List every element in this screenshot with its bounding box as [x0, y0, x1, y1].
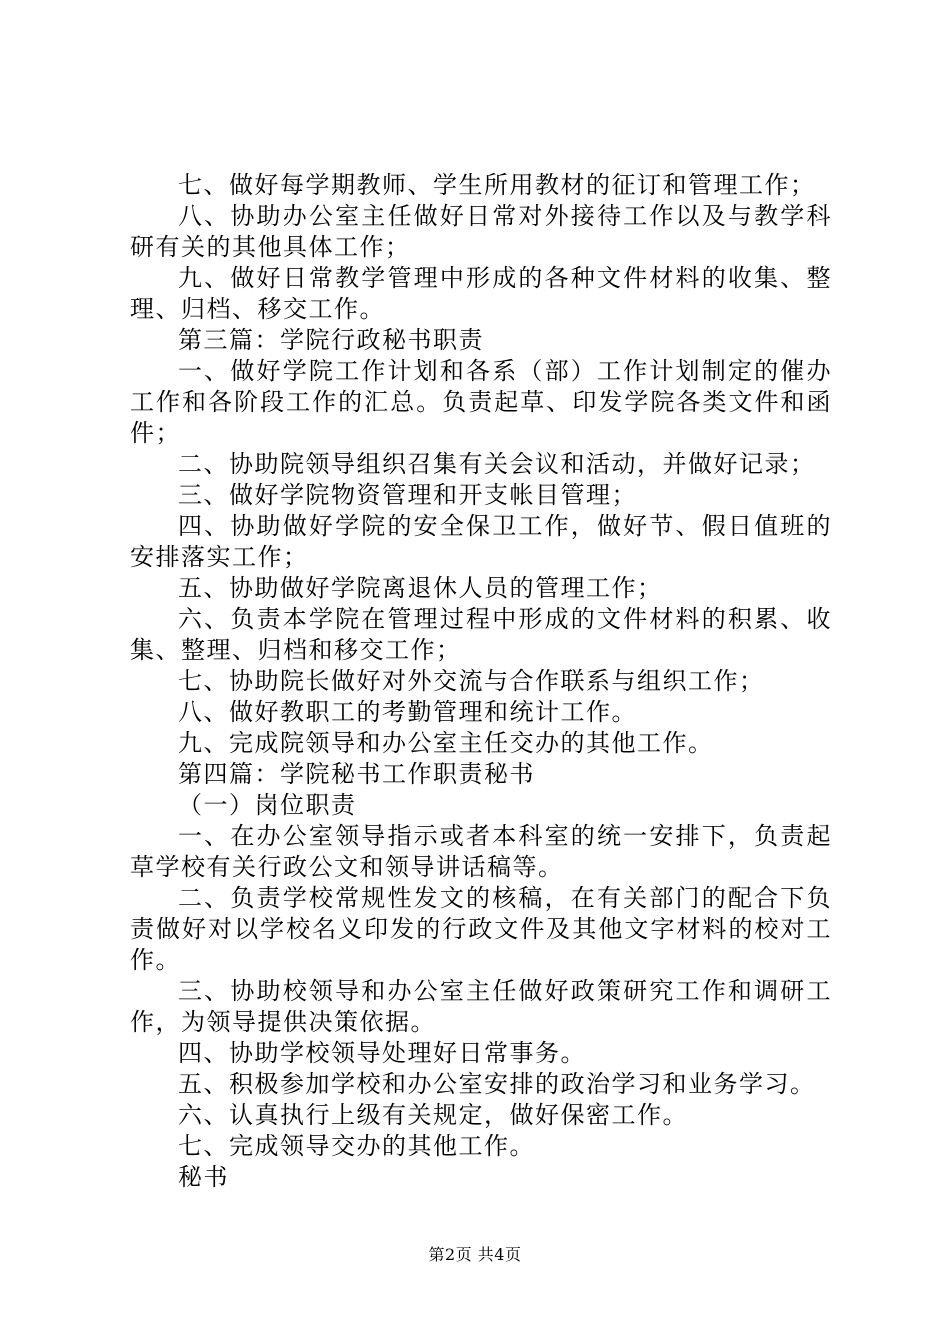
paragraph: 二、协助院领导组织召集有关会议和活动，并做好记录；: [178, 450, 816, 478]
paragraph: 八、做好教职工的考勤管理和统计工作。: [178, 698, 637, 726]
paragraph: 秘书: [178, 1163, 229, 1191]
paragraph: 八、协助办公室主任做好日常对外接待工作以及与教学科研有关的其他具体工作；: [130, 202, 832, 261]
paragraph: 五、协助做好学院离退休人员的管理工作；: [178, 574, 663, 602]
section-heading: 第四篇：学院秘书工作职责秘书: [178, 760, 535, 788]
page-number-footer: 第2页 共4页: [428, 1245, 522, 1264]
paragraph: 四、协助学校领导处理好日常事务。: [178, 1039, 586, 1067]
paragraph: 七、做好每学期教师、学生所用教材的征订和管理工作；: [178, 171, 816, 199]
paragraph: 二、负责学校常规性发文的核稿，在有关部门的配合下负责做好对以学校名义印发的行政文件及其他文字材料的校对工作。: [130, 884, 832, 974]
paragraph: 六、负责本学院在管理过程中形成的文件材料的积累、收集、整理、归档和移交工作；: [130, 605, 832, 664]
document-body: [130, 170, 832, 1193]
paragraph: 七、协助院长做好对外交流与合作联系与组织工作；: [178, 667, 765, 695]
paragraph: 一、做好学院工作计划和各系（部）工作计划制定的催办工作和各阶段工作的汇总。负责起草、印发学院各类文件和函件；: [130, 357, 832, 447]
paragraph: 六、认真执行上级有关规定，做好保密工作。: [178, 1101, 688, 1129]
paragraph: 九、完成院领导和办公室主任交办的其他工作。: [178, 729, 714, 757]
section-heading: 第三篇：学院行政秘书职责: [178, 326, 484, 354]
subsection-heading: （一）岗位职责: [178, 791, 357, 819]
paragraph: 四、协助做好学院的安全保卫工作，做好节、假日值班的安排落实工作；: [130, 512, 832, 571]
paragraph: 三、协助校领导和办公室主任做好政策研究工作和调研工作，为领导提供决策依据。: [130, 977, 832, 1036]
paragraph: 七、完成领导交办的其他工作。: [178, 1132, 535, 1160]
paragraph: 一、在办公室领导指示或者本科室的统一安排下，负责起草学校有关行政公文和领导讲话稿等。: [130, 822, 832, 881]
paragraph: 九、做好日常教学管理中形成的各种文件材料的收集、整理、归档、移交工作。: [130, 264, 832, 323]
paragraph: 五、积极参加学校和办公室安排的政治学习和业务学习。: [178, 1070, 816, 1098]
paragraph: 三、做好学院物资管理和开支帐目管理；: [178, 481, 637, 509]
